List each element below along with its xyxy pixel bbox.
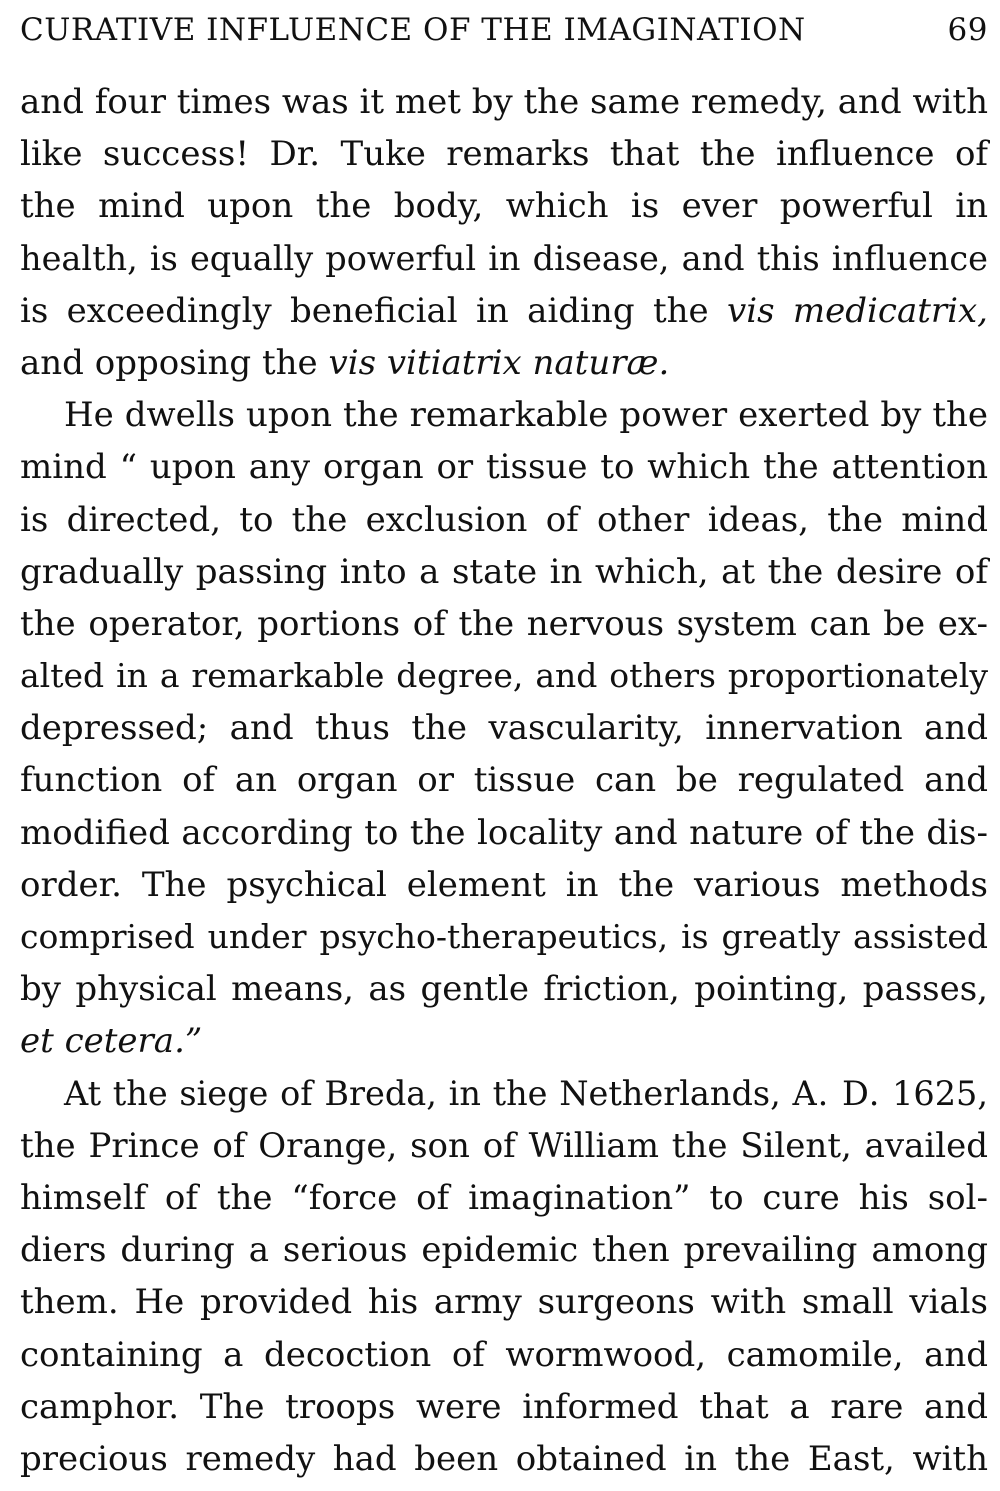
- running-title: CURATIVE INFLUENCE OF THE IMAGINATION: [20, 12, 806, 48]
- era-abbreviation: A. D.: [792, 1073, 881, 1113]
- text-line: and four times was it met by the same remedy, and with: [20, 82, 988, 122]
- text-line: is exceedingly beneficial in aiding the vis medicatrix,: [20, 290, 988, 331]
- text-line: them. He provided his army surgeons with small vials: [20, 1282, 988, 1323]
- text-line: [20, 1015, 988, 1067]
- text-line: gradually passing into a state in which, at the desire of: [20, 551, 988, 592]
- paragraph-start-line: He dwells upon the remarkable power exerted by the: [64, 395, 988, 436]
- running-head: [20, 12, 988, 60]
- text-line: like success! Dr. Tuke remarks that the influence of: [20, 134, 988, 175]
- page-number: 69: [947, 12, 988, 48]
- text-line: precious remedy had been obtained in the East, with: [20, 1438, 988, 1479]
- latin-phrase: vis vitiatrix naturæ.: [328, 342, 670, 383]
- text-line: and opposing the vis vitiatrix naturæ.: [20, 342, 670, 383]
- text-line: comprised under psycho-therapeutics, is greatly assisted: [20, 917, 988, 956]
- text-line: modified according to the locality and nature of the dis-: [20, 812, 988, 853]
- text-line: the mind upon the body, which is ever powerful in: [20, 186, 988, 227]
- latin-phrase: vis medicatrix,: [727, 290, 988, 331]
- text-line: depressed; and thus the vascularity, innervation and: [20, 708, 988, 749]
- text-line: camphor. The troops were informed that a rare and: [20, 1386, 988, 1427]
- text-line: diers during a serious epidemic then prevailing among: [20, 1230, 988, 1271]
- text-line: health, is equally powerful in disease, and this influence: [20, 238, 988, 278]
- book-page: [20, 0, 988, 1491]
- latin-phrase: et cetera.”: [20, 1021, 203, 1062]
- text-line: is directed, to the exclusion of other ideas, the mind: [20, 499, 988, 540]
- text-line: himself of the “force of imagination” to cure his sol-: [20, 1177, 988, 1218]
- text-line: by physical means, as gentle friction, pointing, passes,: [20, 969, 988, 1010]
- text-line: function of an organ or tissue can be regulated and: [20, 760, 988, 801]
- text-line: order. The psychical element in the various methods: [20, 864, 988, 905]
- text-line: mind “ upon any organ or tissue to which the attention: [20, 447, 988, 488]
- paragraph-start-line: At the siege of Breda, in the Netherlands, A. D. 1625,: [64, 1073, 988, 1113]
- text-line: the Prince of Orange, son of William the Silent, availed: [20, 1125, 988, 1166]
- text-line: alted in a remarkable degree, and others proportionately: [20, 656, 988, 696]
- text-line: containing a decoction of wormwood, camomile, and: [20, 1334, 988, 1375]
- text-line: the operator, portions of the nervous system can be ex-: [20, 603, 988, 644]
- body-text: [20, 76, 988, 1485]
